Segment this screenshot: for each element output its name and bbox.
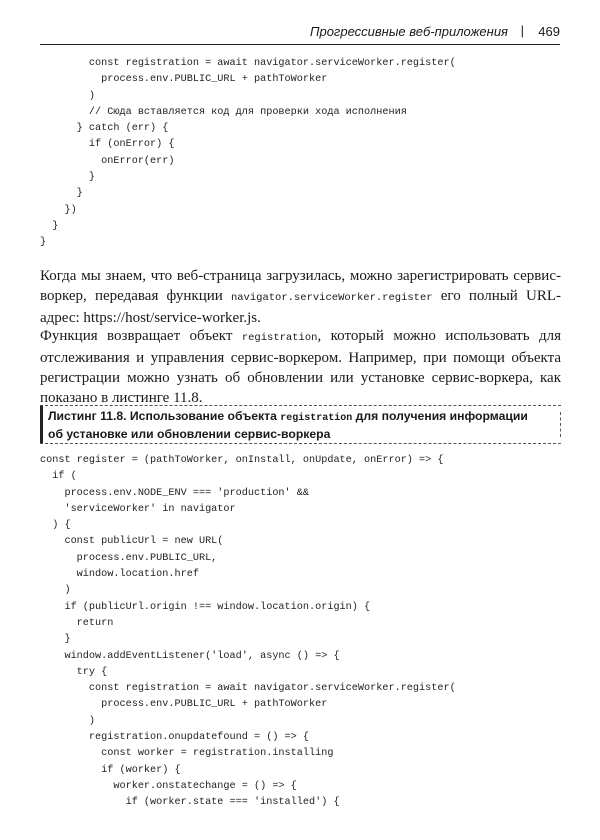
code-line: }): [40, 204, 77, 216]
code-line: if (worker) {: [40, 764, 181, 776]
code-line: onError(err): [40, 155, 175, 167]
code-line: ): [40, 585, 71, 597]
paragraph-registration: [40, 326, 561, 408]
code-line: if (publicUrl.origin !== window.location.origin) {: [40, 601, 371, 613]
listing-title: [48, 409, 538, 442]
inline-code: registration: [241, 332, 318, 344]
code-line: }: [40, 237, 47, 249]
inline-code: navigator.serviceWorker.register: [230, 292, 433, 304]
running-title: Прогрессивные веб-приложения: [310, 24, 508, 39]
code-line: process.env.PUBLIC_URL + pathToWorker: [40, 74, 328, 86]
paragraph-text: Когда мы знаем, что веб-страница загрузилась, можно зарегистрировать сервис-воркер, передавая функции: [40, 268, 561, 304]
code-line: const registration = await navigator.serviceWorker.register(: [40, 683, 456, 695]
code-line: ): [40, 715, 96, 727]
code-line: return: [40, 617, 114, 629]
code-line: window.location.href: [40, 569, 199, 581]
paragraph-text: его полный URL-адрес: https://host/service-worker.js.: [40, 288, 561, 326]
code-line: window.addEventListener('load', async () => {: [40, 650, 340, 662]
code-line: }: [40, 172, 96, 184]
code-line: try {: [40, 666, 108, 678]
code-line: process.env.PUBLIC_URL,: [40, 552, 218, 564]
code-line: if (: [40, 471, 77, 483]
code-line: }: [40, 220, 59, 232]
listing-title-text: для получения информации об установке или обновлении сервис-воркера: [48, 409, 528, 441]
header-separator: |: [520, 23, 524, 38]
code-line: // Сюда вставляется код для проверки хода исполнения: [40, 106, 407, 118]
code-line: }: [40, 188, 83, 200]
code-line: const worker = registration.installing: [40, 748, 334, 760]
code-block-listing: [40, 453, 456, 812]
listing-title-text: Листинг 11.8. Использование объекта: [48, 409, 281, 423]
code-line: const registration = await navigator.serviceWorker.register(: [40, 58, 456, 69]
code-line: } catch (err) {: [40, 123, 169, 135]
running-header: [40, 22, 560, 45]
code-line: process.env.NODE_ENV === 'production' &&: [40, 487, 309, 499]
code-line: }: [40, 634, 71, 646]
code-line: ): [40, 90, 96, 102]
code-line: const register = (pathToWorker, onInstall, onUpdate, onError) => {: [40, 455, 444, 466]
code-line: const publicUrl = new URL(: [40, 536, 224, 548]
paragraph-register: [40, 266, 561, 328]
code-line: ) {: [40, 520, 71, 532]
code-line: registration.onupdatefound = () => {: [40, 732, 309, 744]
code-line: if (onError) {: [40, 139, 175, 151]
page-number: 469: [538, 24, 560, 39]
code-line: worker.onstatechange = () => {: [40, 780, 297, 792]
listing-caption-box: [40, 405, 561, 444]
code-line: 'serviceWorker' in navigator: [40, 503, 236, 515]
paragraph-text: Функция возвращает объект: [40, 328, 242, 344]
listing-right-border: [560, 412, 561, 437]
code-line: if (worker.state === 'installed') {: [40, 797, 340, 809]
inline-code: registration: [280, 413, 353, 424]
listing-left-bar: [40, 406, 43, 443]
code-line: process.env.PUBLIC_URL + pathToWorker: [40, 699, 328, 711]
code-block-top: [40, 56, 456, 252]
paragraph-text: , который можно использовать для отслеживания и управления сервис-воркером. Например, при помощи объекта регистрации можно узнать об обновлении или установке сервис-воркера, как показано в листинге 11.8.: [40, 328, 561, 406]
